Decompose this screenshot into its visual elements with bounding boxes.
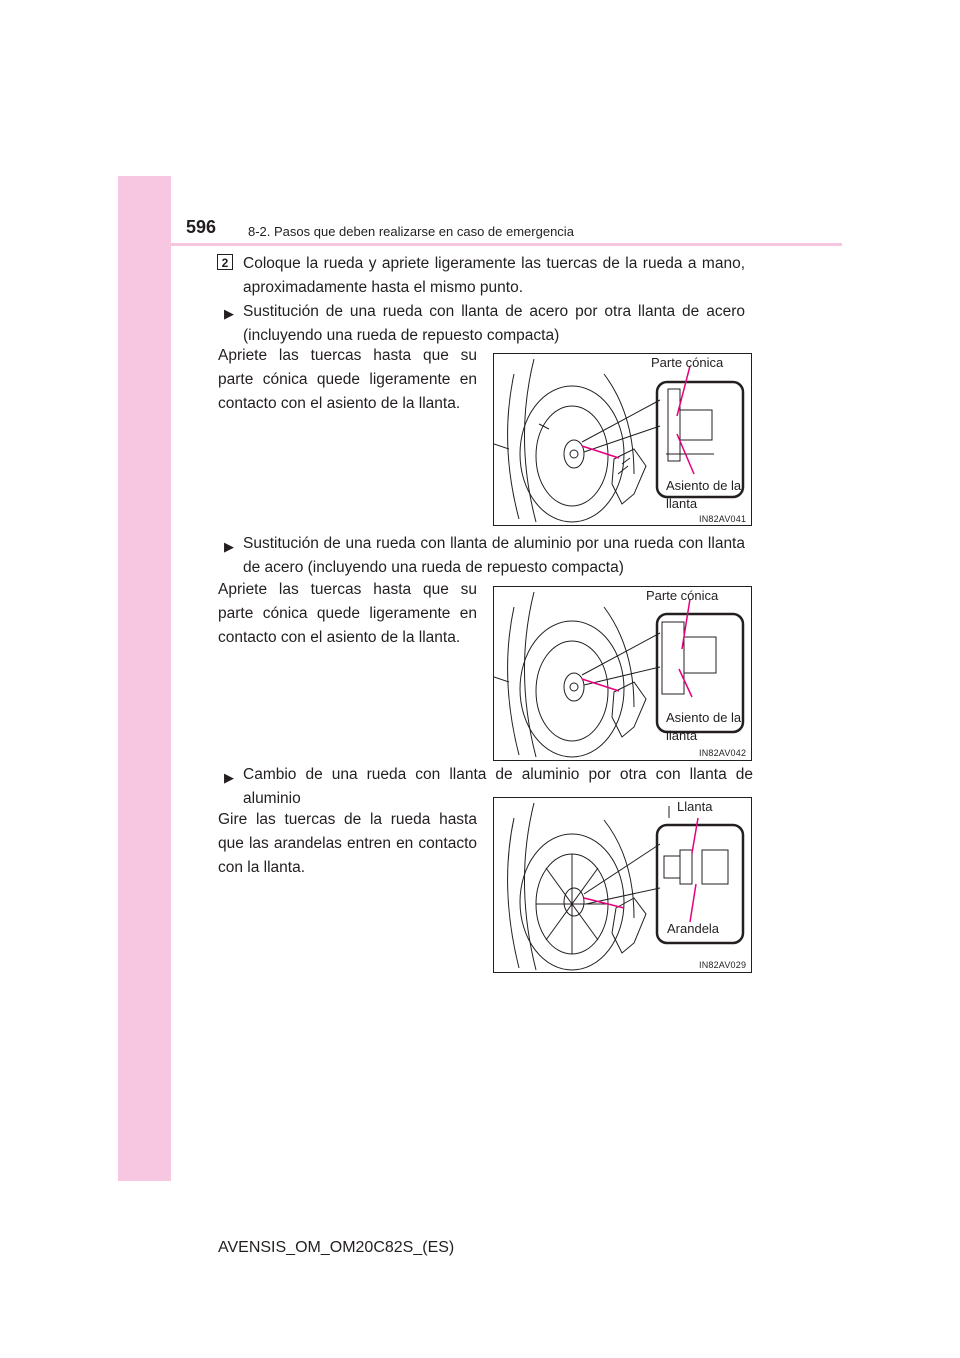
callout-asiento-llanta: Asiento de la llanta <box>666 710 742 743</box>
case-1-instruction: Apriete las tuercas hasta que su parte cónica quede ligeramente en contacto con el asiento de la llanta. <box>218 347 477 412</box>
case-3-bullet: Cambio de una rueda con llanta de aluminio por otra con llanta de aluminio <box>243 766 753 807</box>
figure-aluminium-to-steel <box>493 586 752 761</box>
header-rule <box>118 243 842 246</box>
step-number-box: 2 <box>217 254 233 270</box>
callout-parte-conica: Parte cónica <box>646 588 719 603</box>
page-number: 596 <box>186 217 217 237</box>
callout-parte-conica: Parte cónica <box>651 355 724 370</box>
case-2-instruction: Apriete las tuercas hasta que su parte cónica quede ligeramente en contacto con el asiento de la llanta. <box>218 581 477 646</box>
callout-line <box>692 818 698 853</box>
case-2-bullet: Sustitución de una rueda con llanta de aluminio por una rueda con llanta de acero (incluyendo una rueda de repuesto compacta) <box>243 535 745 576</box>
section-title: 8-2. Pasos que deben realizarse en caso de emergencia <box>248 224 574 239</box>
callout-line <box>677 366 690 416</box>
callout-arandela: Arandela <box>667 921 720 936</box>
case-1-bullet: Sustitución de una rueda con llanta de acero por otra llanta de acero (incluyendo una rueda de repuesto compacta) <box>243 303 745 344</box>
figure-steel-to-steel <box>493 353 752 526</box>
figure-aluminium-to-aluminium <box>493 797 752 973</box>
figure-code: IN82AV041 <box>699 514 747 524</box>
figure-code: IN82AV029 <box>699 960 747 970</box>
triangle-right-icon: ▶ <box>224 306 234 321</box>
triangle-right-icon: ▶ <box>224 770 234 785</box>
figure-code: IN82AV042 <box>699 748 747 758</box>
callout-asiento-llanta: Asiento de la llanta <box>666 478 742 511</box>
callout-line <box>690 884 696 922</box>
footer-model-code: AVENSIS_OM_OM20C82S_(ES) <box>218 1239 455 1256</box>
triangle-right-icon: ▶ <box>224 539 234 554</box>
case-3-instruction: Gire las tuercas de la rueda hasta que las arandelas entren en contacto con la llanta. <box>218 811 477 876</box>
callout-line <box>682 599 690 649</box>
callout-line <box>582 446 619 458</box>
callout-llanta: Llanta <box>677 799 713 814</box>
side-tab-band <box>118 176 171 1181</box>
wheel-illustration <box>494 798 751 972</box>
step-text: Coloque la rueda y apriete ligeramente las tuercas de la rueda a mano, aproximadamente hasta el mismo punto. <box>243 255 745 296</box>
